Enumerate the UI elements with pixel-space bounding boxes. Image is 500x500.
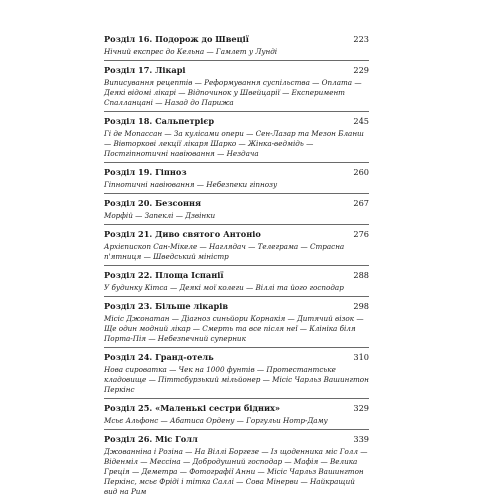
chapter-topics: Гі де Мопассан — За кулісами опери — Сен-Лазар та Мезон Бланш — Вівторкові лекції лікаря Шарко — Жінка-ведмідь — Постгіпнотичні навіювання — Нездача <box>104 129 364 158</box>
toc-entry-head <box>104 116 369 127</box>
toc-entry-head <box>104 270 369 281</box>
toc-entry-20 <box>104 193 369 224</box>
toc-entry-head <box>104 403 369 414</box>
toc-entry-head <box>104 34 369 45</box>
chapter-page-number: 329 <box>353 403 369 413</box>
chapter-title: Розділ 19. Гіпноз <box>104 167 187 177</box>
toc-entry-head <box>104 167 369 178</box>
chapter-page-number: 223 <box>353 34 369 44</box>
chapter-page-number: 276 <box>353 229 369 239</box>
chapter-topics: Нова сироватка — Чек на 1000 фунтів — Протестантське кладовище — Піттсбурзький мільйонер — Місіс Чарльз Вашингтон Перкінс <box>104 365 369 394</box>
toc-entry-head <box>104 352 369 363</box>
chapter-title: Розділ 20. Безсоння <box>104 198 202 208</box>
chapter-title: Розділ 26. Міс Голл <box>104 434 198 444</box>
toc-entry-26 <box>104 429 369 500</box>
toc-entry-21 <box>104 224 369 265</box>
toc-entry-24 <box>104 347 369 398</box>
toc-entry-head <box>104 198 369 209</box>
chapter-topics: Джованніна і Розіна — На Віллі Боргезе — Із щоденника міс Голл — Віденміл — Мессіна — Добродушний господар — Мафія — Велика Греція — Деметра — Фотографії Анни — Місіс Чарльз Вашингтон Перкінс, мсьє Фріді і тітка Саллі — Сова Мінерви — Найкращий вид на Рим <box>104 447 368 496</box>
toc-entry-head <box>104 65 369 76</box>
chapter-page-number: 267 <box>353 198 369 208</box>
chapter-title: Розділ 25. «Маленькі сестри бідних» <box>104 403 281 413</box>
chapter-title: Розділ 23. Більше лікарів <box>104 301 229 311</box>
chapter-title: Розділ 22. Площа Іспанії <box>104 270 224 280</box>
chapter-page-number: 260 <box>353 167 369 177</box>
chapter-title: Розділ 21. Диво святого Антоніо <box>104 229 261 239</box>
toc-entry-head <box>104 229 369 240</box>
chapter-page-number: 245 <box>353 116 369 126</box>
toc-entry-head <box>104 301 369 312</box>
chapter-topics: Виписування рецептів — Реформування суспільства — Оплата — Деякі відомі лікарі — Відпочинок у Швейцарії — Експеримент Спалланцані — Назад до Парижа <box>104 78 362 107</box>
toc-entry-16 <box>104 34 369 60</box>
toc-entry-17 <box>104 60 369 111</box>
chapter-topics: Нічний експрес до Кельна — Гамлет у Лунді <box>104 47 278 56</box>
toc-entry-head <box>104 434 369 445</box>
chapter-topics: Мсьє Альфонс — Абатиса Ордену — Горгульи Нотр-Даму <box>104 416 328 425</box>
chapter-page-number: 310 <box>353 352 369 362</box>
chapter-page-number: 298 <box>353 301 369 311</box>
chapter-topics: Гіпнотичні навіювання — Небезпеки гіпнозу <box>104 180 278 189</box>
toc-entry-22 <box>104 265 369 296</box>
toc-entry-25 <box>104 398 369 429</box>
chapter-title: Розділ 16. Подорож до Швеції <box>104 34 249 44</box>
toc-entry-19 <box>104 162 369 193</box>
chapter-title: Розділ 17. Лікарі <box>104 65 186 75</box>
chapter-page-number: 288 <box>353 270 369 280</box>
table-of-contents <box>104 34 369 500</box>
chapter-topics: Архієпископ Сан-Мікеле — Наглядач — Телеграма — Страсна п'ятниця — Шведський міністр <box>104 242 345 261</box>
chapter-page-number: 339 <box>353 434 369 444</box>
toc-entry-23 <box>104 296 369 347</box>
chapter-topics: У будинку Кітса — Деякі мої колеги — Віллі та його господар <box>104 283 344 292</box>
chapter-title: Розділ 18. Сальпетрієр <box>104 116 215 126</box>
chapter-page-number: 229 <box>353 65 369 75</box>
chapter-title: Розділ 24. Гранд-отель <box>104 352 214 362</box>
chapter-topics: Місіс Джонатан — Діагноз синьйори Корнакія — Дитячий візок — Ще один модний лікар — Смерть та все після неї — Клініка біля Порта-Пія — Небезпечний суперник <box>104 314 364 343</box>
toc-entry-18 <box>104 111 369 162</box>
chapter-topics: Морфій — Запеклі — Дзвінки <box>104 211 216 220</box>
